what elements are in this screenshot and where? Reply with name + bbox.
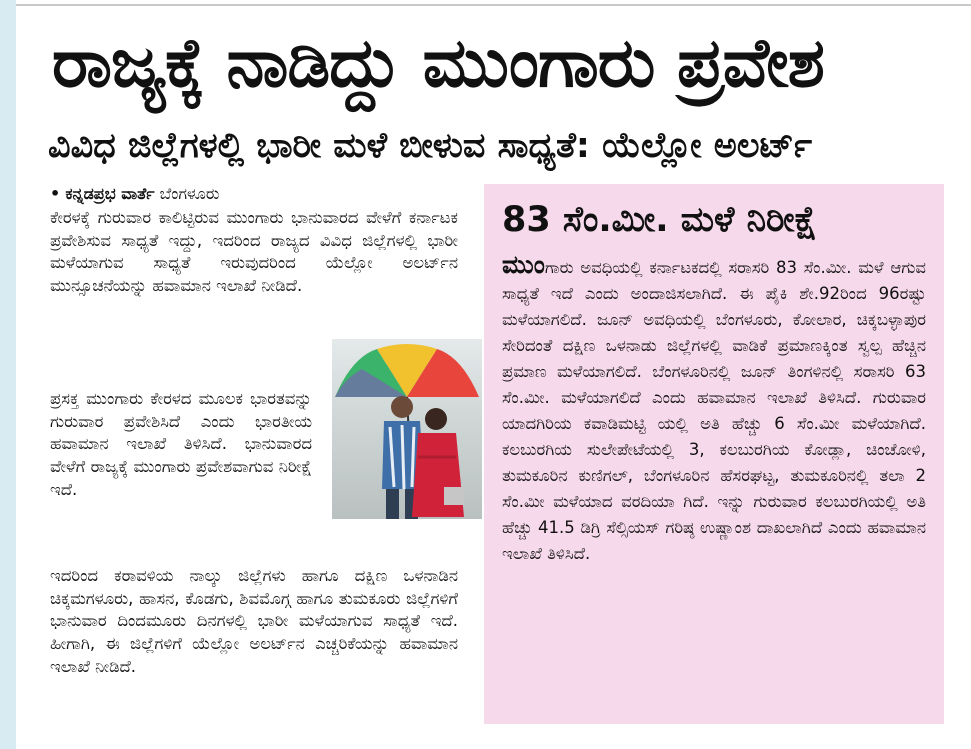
article-paragraph-2-block <box>50 388 312 502</box>
byline-source: ಕನ್ನಡಪ್ರಭ ವಾರ್ತೆ <box>65 184 155 203</box>
sidebar-dropcap: ಮುಂ <box>502 250 545 279</box>
sidebar-body-text: ಗಾರು ಅವಧಿಯಲ್ಲಿ ಕರ್ನಾಟಕದಲ್ಲಿ ಸರಾಸರಿ 83 ಸೆಂ.ಮೀ. ಮಳೆ ಆಗುವ ಸಾಧ್ಯತೆ ಇದೆ ಎಂದು ಅಂದಾಜಿಸಲಾಗಿದೆ. ಈ ಪೈಕಿ ಶೇ.92ರಿಂದ 96ರಷ್ಟು ಮಳೆಯಾಗಲಿದೆ. ಜೂನ್ ಅವಧಿಯಲ್ಲಿ ಬೆಂಗಳೂರು, ಕೋಲಾರ, ಚಿಕ್ಕಬಳ್ಳಾಪುರ ಸೇರಿದಂತೆ ದಕ್ಷಿಣ ಒಳನಾಡು ಜಿಲ್ಲೆಗಳಲ್ಲಿ ವಾಡಿಕೆ ಪ್ರಮಾಣಕ್ಕಿಂತ ಸ್ವಲ್ಪ ಹೆಚ್ಚಿನ ಪ್ರಮಾಣ ಮಳೆಯಾಗಲಿದೆ. ಬೆಂಗಳೂರಿನಲ್ಲಿ ಜೂನ್ ತಿಂಗಳಿನಲ್ಲಿ ಸರಾಸರಿ 63 ಸೆಂ.ಮೀ. ಮಳೆಯಾಗಲಿದೆ ಎಂದು ಹವಾಮಾನ ಇಲಾಖೆ ತಿಳಿಸಿದೆ. ಗುರುವಾರ ಯಾದಗಿರಿಯ ಕವಾಡಿಮಟ್ಟಿ ಯಲ್ಲಿ ಅತಿ ಹೆಚ್ಚು 6 ಸೆಂ.ಮೀ ಮಳೆಯಾಗಿದೆ. ಕಲಬುರಗಿಯ ಸುಲೇಪೇಟೆಯಲ್ಲಿ 3, ಕಲಬುರಗಿಯ ಕೋಡ್ಲಾ, ಚಿಂಚೋಳಿ, ತುಮಕೂರಿನ ಕುಣಿಗಲ್, ಬೆಂಗಳೂರಿನ ಹೆಸರಘಟ್ಟ, ತುಮಕೂರಿನಲ್ಲಿ ತಲಾ 2 ಸೆಂ.ಮೀ ಮಳೆಯಾದ ವರದಿಯಾ ಗಿದೆ. ಇನ್ನು ಗುರುವಾರ ಕಲಬುರಗಿಯಲ್ಲಿ ಅತಿ ಹೆಚ್ಚು 41.5 ಡಿಗ್ರಿ ಸೆಲ್ಸಿಯಸ್ ಗರಿಷ್ಠ ಉಷ್ಣಾಂಶ ದಾಖಲಾಗಿದೆ ಎಂದು ಹವಾಮಾನ ಇಲಾಖೆ ತಿಳಿಸಿದೆ. <box>502 258 926 563</box>
article-paragraph: ಇದರಿಂದ ಕರಾವಳಿಯ ನಾಲ್ಕು ಜಿಲ್ಲೆಗಳು ಹಾಗೂ ದಕ್ಷಿಣ ಒಳನಾಡಿನ ಚಿಕ್ಕಮಗಳೂರು, ಹಾಸನ, ಕೊಡಗು, ಶಿವಮೊಗ್ಗ ಹಾಗೂ ತುಮಕೂರು ಜಿಲ್ಲೆಗಳಿಗೆ ಭಾನುವಾರ ದಿಂದಮೂರು ದಿನಗಳಲ್ಲಿ ಭಾರೀ ಮಳೆಯಾಗುವ ಸಾಧ್ಯತೆ ಇದೆ. ಹೀಗಾಗಿ, ಈ ಜಿಲ್ಲೆಗಳಿಗೆ ಯೆಲ್ಲೋ ಅಲರ್ಟ್‌ನ ಎಚ್ಚರಿಕೆಯನ್ನು ಹವಾಮಾನ ಇಲಾಖೆ ನೀಡಿದೆ. <box>50 566 458 676</box>
page-edge-strip <box>0 0 16 749</box>
article-paragraph: ಪ್ರಸಕ್ತ ಮುಂಗಾರು ಕೇರಳದ ಮೂಲಕ ಭಾರತವನ್ನು ಗುರುವಾರ ಪ್ರವೇಶಿಸಿದೆ ಎಂದು ಭಾರತೀಯ ಹವಾಮಾನ ಇಲಾಖೆ ತಿಳಿಸಿದೆ. ಭಾನುವಾರದ ವೇಳೆಗೆ ರಾಜ್ಯಕ್ಕೆ ಮುಂಗಾರು ಪ್ರವೇಶವಾಗುವ ನಿರೀಕ್ಷೆ ಇದೆ. <box>50 389 312 499</box>
byline-bullet: • <box>50 184 61 203</box>
headline: ರಾಜ್ಯಕ್ಕೆ ನಾಡಿದ್ದು ಮುಂಗಾರು ಪ್ರವೇಶ <box>52 24 824 103</box>
article-paragraph-1-block <box>50 207 458 298</box>
sidebar-body <box>502 252 926 567</box>
news-photo <box>332 339 482 519</box>
byline <box>50 183 219 205</box>
rainfall-sidebar-box <box>484 184 944 724</box>
article-paragraph: ಕೇರಳಕ್ಕೆ ಗುರುವಾರ ಕಾಲಿಟ್ಟಿರುವ ಮುಂಗಾರು ಭಾನುವಾರದ ವೇಳೆಗೆ ಕರ್ನಾಟಕ ಪ್ರವೇಶಿಸುವ ಸಾಧ್ಯತೆ ಇದ್ದು, ಇದರಿಂದ ರಾಜ್ಯದ ವಿವಿಧ ಜಿಲ್ಲೆಗಳಲ್ಲಿ ಭಾರೀ ಮಳೆಯಾಗುವ ಸಾಧ್ಯತೆ ಇರುವುದರಿಂದ ಯೆಲ್ಲೋ ಅಲರ್ಟ್‌ನ ಮುನ್ಸೂಚನೆಯನ್ನು ಹವಾಮಾನ ಇಲಾಖೆ ನೀಡಿದೆ. <box>50 208 458 296</box>
article-paragraph-3-block <box>50 565 458 679</box>
sidebar-title: 83 ಸೆಂ.ಮೀ. ಮಳೆ ನಿರೀಕ್ಷೆ <box>502 200 818 240</box>
top-divider <box>16 4 971 6</box>
couple-with-umbrella-image <box>332 339 482 519</box>
byline-place: ಬೆಂಗಳೂರು <box>159 184 220 203</box>
subheadline: ವಿವಿಧ ಜಿಲ್ಲೆಗಳಲ್ಲಿ ಭಾರೀ ಮಳೆ ಬೀಳುವ ಸಾಧ್ಯತೆ: ಯೆಲ್ಲೋ ಅಲರ್ಟ್ <box>48 126 812 166</box>
